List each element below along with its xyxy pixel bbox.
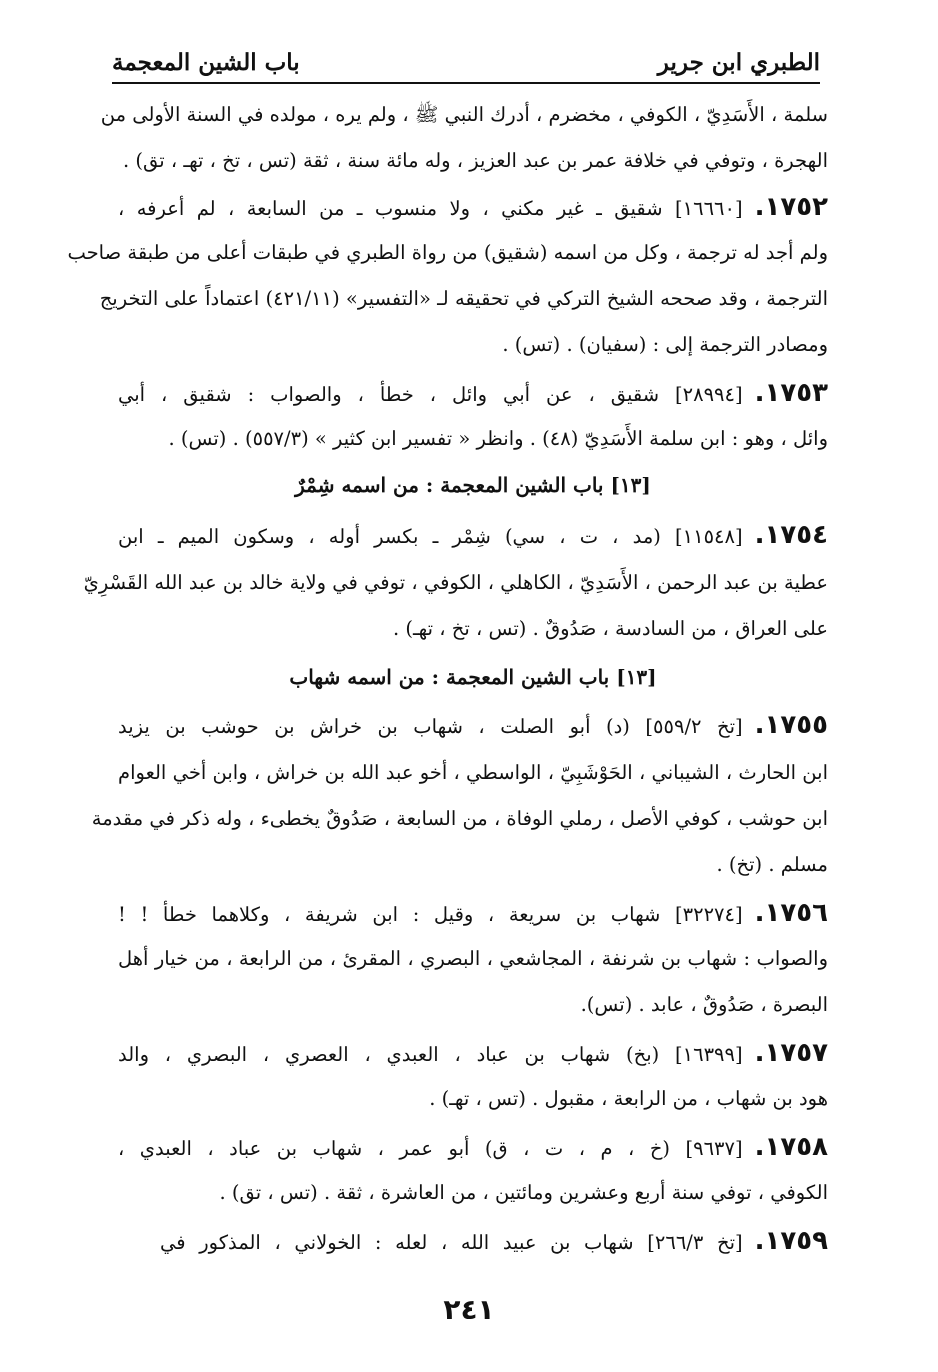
- entry-line: ١٧٥٥.[تخ ٥٥٩/٢] (د) أبو الصلت ، شهاب بن خراش بن حوشب بن يزيد: [118, 710, 828, 740]
- entry-number: ١٧٥٤.: [754, 520, 828, 550]
- text-line: البصرة ، صَدُوقٌ ، عابد . (تس).: [580, 993, 828, 1016]
- text-line: ومصادر الترجمة إلى : (سفيان) . (تس) .: [502, 333, 828, 356]
- text-line: وائل ، وهو : ابن سلمة الأَسَدِيّ (٤٨) . وانظر « تفسير ابن كثير » (٥٥٧/٣) . (تس) .: [168, 427, 828, 450]
- section-heading: [١٣] باب الشين المعجمة : من اسمه شهاب: [289, 665, 657, 689]
- header-divider: [112, 82, 820, 84]
- entry-line: ١٧٥٦.[٣٢٢٧٤] شهاب بن سريعة ، وقيل : ابن شريفة ، وكلاهما خطأ ! !: [118, 898, 828, 928]
- entry-number: ١٧٥٩.: [754, 1226, 828, 1256]
- text-line: مسلم . (تخ) .: [716, 853, 828, 876]
- section-heading: [١٣] باب الشين المعجمة : من اسمه شِمْرٌ: [295, 473, 651, 497]
- text-line: ابن حوشب ، كوفي الأصل ، رملي الوفاة ، من السابعة ، صَدُوقٌ يخطىء ، وله ذكر في مقدمة: [91, 807, 828, 830]
- entry-number: ١٧٥٦.: [754, 898, 828, 928]
- text-line: هود بن شهاب ، من الرابعة ، مقبول . (تس ، تهـ) .: [429, 1087, 828, 1110]
- text-line: الكوفي ، توفي سنة أربع وعشرين ومائتين ، من العاشرة ، ثقة . (تس ، تق) .: [219, 1181, 828, 1204]
- entry-number: ١٧٥٨.: [754, 1132, 828, 1162]
- text-line: ابن الحارث ، الشيباني ، الحَوْشَبِيّ ، الواسطي ، أخو عبد الله بن خراش ، وابن أخي العوام: [118, 761, 828, 784]
- entry-line: ١٧٥٢.[١٦٦٦٠] شقيق ـ غير مكني ، ولا منسوب ـ من السابعة ، لم أعرفه ،: [118, 192, 828, 222]
- header-book-title: الطبري ابن جرير: [657, 49, 820, 76]
- entry-line: ١٧٥٣.[٢٨٩٩٤] شقيق ، عن أبي وائل ، خطأ ، والصواب : شقيق ، أبي: [118, 378, 828, 408]
- page-number: ٢٤١: [443, 1293, 495, 1326]
- text-line: عطية بن عبد الرحمن ، الأَسَدِيّ ، الكاهلي ، الكوفي ، توفي في ولاية خالد بن عبد الله القَسْرِيّ: [83, 571, 828, 594]
- entry-number: ١٧٥٧.: [754, 1038, 828, 1068]
- entry-line: ١٧٥٧.[١٦٣٩٩] (بخ) شهاب بن عباد ، العبدي ، العصري ، البصري ، والد: [118, 1038, 828, 1068]
- text-line: ولم أجد له ترجمة ، وكل من اسمه (شقيق) من رواة الطبري في طبقات أعلى من طبقة صاحب: [67, 241, 828, 264]
- text-line: الترجمة ، وقد صححه الشيخ التركي في تحقيقه لـ «التفسير» (٤٢١/١١) اعتماداً على التخريج: [99, 287, 828, 310]
- entry-line: ١٧٥٨.[٩٦٣٧] (خ ، م ، ت ، ق) أبو عمر ، شهاب بن عباد ، العبدي ،: [118, 1132, 828, 1162]
- text-line: على العراق ، من السادسة ، صَدُوقٌ . (تس ، تخ ، تهـ) .: [392, 617, 828, 640]
- text-line: والصواب : شهاب بن شرنفة ، المجاشعي ، البصري ، المقرئ ، من الرابعة ، من خيار أهل: [118, 947, 828, 970]
- entry-number: ١٧٥٢.: [754, 192, 828, 222]
- text-line: الهجرة ، وتوفي في خلافة عمر بن عبد العزيز ، وله مائة سنة ، ثقة (تس ، تخ ، تهـ ، تق) .: [122, 149, 828, 172]
- header-chapter-title: باب الشين المعجمة: [112, 49, 300, 76]
- entry-line: ١٧٥٩.[تخ ٢٦٦/٣] شهاب بن عبيد الله ، لعله : الخولاني ، المذكور في: [160, 1226, 828, 1256]
- entry-number: ١٧٥٥.: [754, 710, 828, 740]
- entry-number: ١٧٥٣.: [754, 378, 828, 408]
- running-header: [112, 34, 820, 76]
- text-line: سلمة ، الأَسَدِيّ ، الكوفي ، مخضرم ، أدرك النبي ﷺ ، ولم يره ، مولده في السنة الأولى من: [100, 103, 828, 126]
- entry-line: ١٧٥٤.[١١٥٤٨] (مد ، ت ، سي) شِمْر ـ بكسر أوله ، وسكون الميم ـ ابن: [118, 520, 828, 550]
